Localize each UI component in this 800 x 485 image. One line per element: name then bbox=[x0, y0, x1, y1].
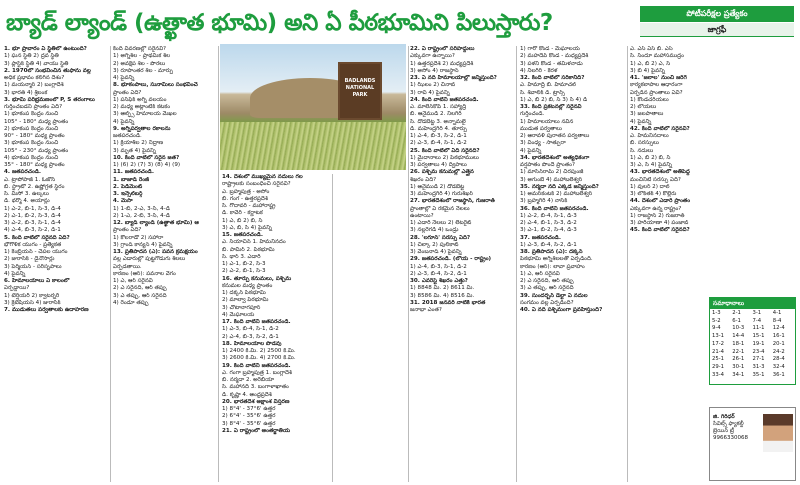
text-line: 2. పెడిమెంట్ bbox=[113, 183, 143, 190]
text-line: సి. మీసో 3. ఉల్కలు bbox=[4, 191, 49, 197]
text-line: 4) పైవన్నీ bbox=[113, 75, 135, 81]
text-line: ఉంటాయి? bbox=[410, 212, 434, 219]
text-line: పీఠభూమి అగ్నిశిలలతో ఏర్పడింది. bbox=[520, 256, 593, 263]
text-line: 1) ఎ-4, బి-3, సి-1, డి-2 bbox=[410, 263, 467, 270]
answer-cell: 36-1 bbox=[772, 371, 785, 378]
text-line: 38. ప్రతిపాదన (ఎ): దక్కన్ bbox=[520, 249, 583, 255]
answer-cell: 31-3 bbox=[752, 363, 765, 370]
text-line: 1) ఆనైముడి 2) దొడబెట్ట bbox=[410, 183, 465, 190]
answer-cell: 6-1 bbox=[732, 317, 741, 324]
text-line: 2) ఎ సరైనది, ఆర్ తప్పు bbox=[113, 285, 167, 292]
answer-cell: 19-1 bbox=[752, 340, 765, 347]
text-line: 3) పళని కొండ - తమిళనాడు bbox=[520, 60, 583, 67]
text-line: ఎ. సియాచిన్ 1. హిమనీనదం bbox=[222, 239, 286, 246]
text-line: అధిక ప్రభావం కలిగిన దేశం? bbox=[4, 75, 65, 81]
text-line: 29. జతపరచండి. (లోయ - రాష్ట్రం) bbox=[410, 256, 492, 263]
text-line: 3) రూపాంతర శిల - మార్పు bbox=[113, 67, 173, 74]
answer-cell: 5-2 bbox=[712, 317, 721, 324]
author-org: బ్రెయిన్ ట్రీ bbox=[713, 428, 735, 434]
text-line: 2) ఎ-3, బి-4, సి-2, డి-1 bbox=[410, 270, 467, 277]
author-info bbox=[713, 414, 761, 442]
text-line: 41. 'జలాల' నుంచి జరిగే bbox=[630, 75, 687, 81]
text-line: 3) క్రెటేషియస్ 4) జురాసిక్ bbox=[4, 299, 61, 306]
text-line: ప్రాంతాల్లో ఏ రకమైన నేలలు bbox=[410, 205, 470, 212]
text-line: కనుమల మధ్య ప్రాంతం bbox=[222, 282, 273, 289]
column-divider bbox=[408, 46, 409, 482]
text-line: 2) ఆరావళి పురాతన పర్వతాలు bbox=[520, 133, 590, 139]
text-line: 3) పర్వతాలు 4) ద్వీపాలు bbox=[410, 162, 467, 168]
column-6 bbox=[630, 46, 798, 294]
text-line: 4) నీలగిరి - కేరళ bbox=[520, 67, 558, 74]
text-line: 3) పెర్మియన్ - సరీసృపాలు bbox=[4, 263, 62, 270]
column-4 bbox=[410, 46, 514, 482]
text-line: 43. భారతదేశంలో అతిపెద్ద bbox=[630, 169, 690, 176]
answer-cell: 17-2 bbox=[712, 340, 725, 347]
text-line: 1) ఉత్తరప్రదేశ్ 2) మధ్యప్రదేశ్ bbox=[410, 60, 474, 67]
text-line: 3) బ్రహ్మగిరి 4) నాసిక్ bbox=[520, 198, 568, 205]
text-line: 1) ఎ-4, బి-3, సి-2, డి-1 bbox=[410, 133, 467, 139]
text-line: 3) మృత 4) పైవన్నీ bbox=[113, 147, 156, 154]
headline: బ్యాడ్ ల్యాండ్ (ఉత్ఖాత భూమి) అని ఏ పీఠభూమిని పిలుస్తారు? bbox=[6, 10, 553, 36]
text-line: 18. హిమాలయాల పొడవు bbox=[222, 340, 282, 347]
text-line: జనాభా ఎంత? bbox=[410, 307, 442, 313]
text-line: సి. గోదావరి - మహారాష్ట్ర bbox=[222, 203, 276, 209]
text-line: మంచినీటి సరస్సు ఏది? bbox=[630, 176, 681, 183]
text-line: 42. కింది వాటిలో సరైనవి? bbox=[630, 125, 690, 132]
text-line: 25. కింది వాటిలో ఏది సరైనది? bbox=[410, 147, 480, 154]
text-line: 3) ఆల్ఫ్స్ హిమాలయ మేఖల bbox=[113, 111, 177, 118]
text-line: 3) ఎ తప్పు, ఆర్ సరైనది bbox=[113, 292, 167, 299]
text-line: 1) (6) 2) (7) 3) (8) 4) (9) bbox=[113, 162, 181, 168]
answer-cell: 3-1 bbox=[752, 310, 762, 316]
text-line: 15. జతపరచండి. bbox=[222, 232, 263, 238]
text-line: 1) ఎ, బి 2) ఎ, సి bbox=[630, 60, 671, 67]
answer-cell: 4-1 bbox=[772, 310, 782, 316]
text-line: 21. ఏ రాష్ట్రంలో అంతర్జాతీయ bbox=[222, 427, 291, 434]
text-line: 1) 8°4' - 37°6' ఉత్తర bbox=[222, 406, 276, 412]
text-line: 90° - 180° మధ్య ప్రాంతం bbox=[4, 133, 65, 139]
text-line: 3) నల్లరేగడి 4) ఒండ్రు bbox=[410, 227, 459, 234]
text-line: 1) ఎ, బి 2) బి, సి 3) సి 4) డి bbox=[520, 96, 588, 103]
subject-badge: జాగ్రఫీ bbox=[640, 23, 794, 37]
text-line: సి. శివాలిక్ డి. ట్రాన్స్ bbox=[520, 89, 565, 96]
text-line: ఏర్పడతాయి. bbox=[113, 263, 142, 270]
text-line: 2) మాల్వా పీఠభూమి bbox=[222, 297, 269, 304]
text-line: శిఖరం ఏది? bbox=[410, 176, 437, 183]
author-role: సివిల్స్ ఫ్యాకల్టీ bbox=[713, 421, 744, 427]
text-line: 3) 8586 మీ. 4) 8516 మీ. bbox=[410, 292, 475, 299]
text-line: 1) క్రియాశీల 2) నిద్రాణ bbox=[113, 140, 164, 147]
text-line: 3) జలపాతాలు bbox=[630, 111, 664, 118]
text-line: 1) అగ్నిశిల - ప్రాథమిక శిల bbox=[113, 53, 171, 60]
text-line: 36. కింది వాటిని జతపరచండి. bbox=[520, 205, 589, 212]
text-line: 4) భూకంప కేంద్రం నుంచి bbox=[4, 154, 59, 161]
answer-cell: 33-4 bbox=[712, 371, 725, 378]
text-line: 35. నర్మదా నది ఎక్కడ జన్మిస్తుంది? bbox=[520, 183, 599, 190]
text-line: డి. మహేంద్రగిరి 4. తూర్పు bbox=[410, 125, 467, 132]
text-line: 3) ఎ-2, బి-3, సి-1, డి-4 bbox=[4, 220, 61, 226]
text-line: 1) ఎ-2, బి-1, సి-3, డి-4 bbox=[4, 205, 61, 212]
answer-cell: 34-1 bbox=[732, 371, 745, 378]
text-line: 1. బాజాడ్ రేంజ్ bbox=[113, 176, 150, 183]
text-line: 26. పశ్చిమ కనుమల్లో ఎత్తైన bbox=[410, 169, 474, 176]
text-line: 105° - 180° మధ్య ప్రాంతం bbox=[4, 118, 69, 125]
text-line: కార్యకలాపాల ఆధారంగా bbox=[630, 82, 683, 89]
text-line: ప్రాంతం ఏది? bbox=[113, 227, 142, 234]
answer-cell: 25-1 bbox=[712, 356, 725, 363]
text-line: ఏర్పడ్డాయి? bbox=[4, 285, 30, 292]
text-line: ఎక్కువగా ఉన్న రాష్ట్రం? bbox=[630, 205, 682, 212]
text-line: 3) వేంబనాడ్ 4) పైవన్నీ bbox=[410, 249, 462, 255]
text-line: 30. ఎవరెస్ట్ శిఖరం ఎత్తు? bbox=[410, 278, 468, 284]
text-line: 1) హిమాలయాలు నవీన bbox=[520, 118, 574, 125]
section-badge: పోటీపరీక్షల ప్రత్యేకం bbox=[640, 6, 794, 22]
text-line: బి. సరస్సులు bbox=[630, 140, 659, 147]
text-line: 3) చోటానాగపూర్ bbox=[222, 304, 261, 311]
answer-cell: 1-3 bbox=[712, 310, 721, 316]
text-line: 2) మహదేవ్ కొండ - మధ్యప్రదేశ్ bbox=[520, 53, 589, 60]
text-line: 22. ఏ రాష్ట్రంలో సరిహద్దులు bbox=[410, 46, 475, 52]
text-line: 2) ఎ-3, బి-4, సి-1, డి-2 bbox=[410, 140, 467, 147]
text-line: 1) వులర్ 2) దాల్ bbox=[630, 183, 670, 190]
text-line: 1) అమర్‌కంటక్ 2) మహాబలేశ్వర్ bbox=[520, 191, 593, 197]
text-line: 1) ఎ-3, బి-4, సి-2, డి-1 bbox=[520, 241, 577, 248]
answer-cell: 22-1 bbox=[732, 348, 745, 355]
text-line: 9. అగ్నిపర్వతాల రకాలను bbox=[113, 125, 171, 132]
answers-grid bbox=[710, 309, 795, 380]
sign-line: NATIONAL PARK bbox=[345, 85, 375, 98]
text-line: బి. ఆనైముడి 2. నీలగిరి bbox=[410, 111, 462, 118]
text-line: సి. దొడబెట్ట 3. అన్నామలై bbox=[410, 118, 466, 125]
column-divider bbox=[516, 46, 517, 482]
text-line: 2) ఎ-2, బి-1, సి-3 bbox=[222, 268, 266, 275]
text-line: 19. కింది వాటిని జతపరచండి. bbox=[222, 362, 291, 369]
text-line: 35° - 180° మధ్య ప్రాంతం bbox=[4, 162, 65, 168]
text-line: 11. జతపరచండి. bbox=[113, 169, 154, 176]
answer-cell: 27-1 bbox=[752, 356, 765, 363]
answer-cell: 9-4 bbox=[712, 325, 721, 332]
text-line: వర్షపాతం పొందే ప్రాంతం? bbox=[520, 162, 575, 168]
text-line: కారణం (ఆర్): లావా ప్రవాహం bbox=[520, 263, 585, 270]
text-line: 2) ఎ-4, బి-3, సి-2, డి-1 bbox=[222, 333, 279, 340]
text-line: బి. నర్మదా 2. అరేబియా bbox=[222, 377, 275, 383]
text-line: 3) భూకంప కేంద్రం నుంచి bbox=[4, 140, 59, 147]
text-line: 2. 1970లో సంభవించిన తుఫాను వల్ల bbox=[4, 67, 91, 74]
text-line: 3) అగుంబే 4) మహాబలేశ్వర్ bbox=[520, 176, 583, 183]
text-line: 1) 8848 మీ. 2) 8611 మీ. bbox=[410, 285, 475, 292]
text-line: సి. థార్ 3. ఎడారి bbox=[222, 253, 261, 260]
text-line: 14. దేశంలో ముఖ్యమైన నదులు గల bbox=[222, 174, 303, 180]
text-line: 1) ఎ, ఆర్ సరైనవి bbox=[113, 278, 153, 284]
answer-cell: 10-3 bbox=[732, 325, 745, 332]
text-line: ఏర్పడిన ప్రాంతాలు ఏవి? bbox=[630, 89, 683, 96]
text-line: 1) దక్కన్ పీఠభూమి bbox=[222, 290, 266, 296]
text-line: ఎ. ట్రాపోపాజ్ 1. ఓజోన్ bbox=[4, 176, 56, 183]
text-line: 1) టెర్షియరీ 2) క్వాటర్నరీ bbox=[4, 292, 60, 299]
text-line: బి. పామీర్ 2. పీఠభూమి bbox=[222, 246, 275, 253]
text-line: 28. 'లగూన్' సరస్సు ఏది? bbox=[410, 234, 471, 241]
text-line: డి. కృష్ణా 4. ఆంధ్రప్రదేశ్ bbox=[222, 391, 272, 398]
text-line: ఎ. ఎస్ ఏస్ బి. ఎస్ bbox=[630, 46, 673, 52]
text-line: 1) ఎడారి నేలలు 2) లేటరైట్ bbox=[410, 220, 472, 226]
column-divider bbox=[218, 46, 219, 482]
answer-cell: 14-4 bbox=[732, 333, 745, 340]
text-line: 23. ఏ నది హిమాలయాల్లో జన్మిస్తుంది? bbox=[410, 75, 497, 81]
text-line: 3) ఎ, బి, సి 4) పైవన్నీ bbox=[222, 224, 272, 231]
text-line: 1) పసిఫిక్ అగ్ని వలయం bbox=[113, 96, 167, 103]
text-line: 1) ఎ, బి 2) బి, సి bbox=[630, 154, 671, 161]
author-name: జి. గిరిధర్ bbox=[713, 414, 735, 420]
text-line: 1) మైదానాలు 2) పీఠభూములు bbox=[410, 154, 479, 161]
text-line: 3) భారత్ 4) శ్రీలంక bbox=[4, 89, 48, 96]
text-line: రాష్ట్రాలకు సంబంధించి సరైనవి? bbox=[222, 181, 291, 188]
text-line: 3) ఎ-1, బి-2, సి-4, డి-3 bbox=[520, 227, 577, 234]
text-line: 105° - 230° మధ్య ప్రాంతం bbox=[4, 147, 69, 154]
text-line: సంగమం వల్ల ఏర్పడింది? bbox=[520, 299, 574, 306]
text-line: 12. బ్యాడ్ ల్యాండ్ (ఉత్ఖాత భూమి) ఆ bbox=[113, 220, 199, 226]
text-line: కింది వివరణల్లో సరైనవి? bbox=[113, 46, 167, 52]
text-line: డి. థర్మో 4. అయాన్లు bbox=[4, 198, 50, 205]
text-line: ఎ. గంగా బ్రహ్మపుత్ర 1. బంగ్లాదేశ్ bbox=[222, 369, 292, 376]
answer-cell: 21-4 bbox=[712, 348, 725, 355]
text-line: ప్రాంతం ఏది? bbox=[113, 89, 142, 96]
park-sign bbox=[338, 62, 382, 120]
answer-cell: 28-4 bbox=[772, 356, 785, 363]
text-line: 3) రావి 4) పైవన్నీ bbox=[410, 89, 450, 96]
text-line: 1) రాజస్థాన్ 2) గుజరాత్ bbox=[630, 212, 685, 219]
answer-cell: 13-1 bbox=[712, 333, 725, 340]
text-line: 1) మయన్మార్ 2) బంగ్లాదేశ్ bbox=[4, 82, 64, 89]
author-phone: 9966330068 bbox=[713, 435, 748, 441]
column-divider bbox=[627, 46, 628, 482]
text-line: ఎ. హిమాద్రి బి. హిమాచల్ bbox=[520, 82, 576, 89]
text-line: 3) 2600 కి.మీ. 4) 2700 కి.మీ. bbox=[222, 355, 296, 362]
answer-cell: 26-1 bbox=[732, 356, 745, 363]
column-3 bbox=[222, 174, 330, 482]
text-line: 1) ఎ, బి 2) బి, సి bbox=[222, 217, 263, 224]
answer-cell: 15-1 bbox=[752, 333, 765, 340]
text-line: 4) మేఘాలయ bbox=[222, 311, 255, 318]
text-line: సి. మహానది 3. బంగాళాఖాతం bbox=[222, 384, 289, 391]
text-line: 24. కింది వాటిని జతపరచండి. bbox=[410, 96, 479, 103]
text-line: 1) ఎ-2, బి-4, సి-1, డి-3 bbox=[520, 212, 577, 219]
answer-cell: 30-1 bbox=[732, 363, 745, 370]
text-line: 33. కింది ప్రకటనల్లో సరైనవి bbox=[520, 104, 582, 110]
text-line: ఎక్కువగా ఉన్నాయి? bbox=[410, 53, 455, 60]
text-line: 1) ఝీలం 2) చీనాబ్ bbox=[410, 82, 456, 89]
text-line: 1) కోలరాడో 2) సహారా bbox=[113, 234, 164, 241]
text-line: 3) వింధ్య - సాత్పురా bbox=[520, 140, 566, 147]
text-line: 3) గ్రాండ్ కాన్యన్ 4) పైవన్నీ bbox=[113, 241, 173, 248]
text-line: 4) పైవన్నీ bbox=[520, 147, 542, 154]
text-line: 4. మెసా bbox=[113, 198, 133, 205]
text-line: 39. సుందర్బన్ డెల్టా ఏ నదుల bbox=[520, 292, 588, 299]
text-line: 3) ఎ తప్పు, ఆర్ సరైనది bbox=[520, 285, 574, 292]
text-line: 2) మధ్య అట్లాంటిక్ కటకం bbox=[113, 104, 171, 110]
text-line: 8. భూకంపాలు, సునామీలు సంభవించే bbox=[113, 82, 198, 89]
answer-cell: 8-4 bbox=[772, 317, 782, 324]
answer-cell: 12-4 bbox=[772, 325, 785, 332]
text-line: 1) భూకంప కేంద్రం నుంచి bbox=[4, 111, 59, 118]
text-line: 1. భూ ప్రావారం ఏ స్థితిలో ఉంటుంది? bbox=[4, 46, 87, 52]
text-line: బి. గంగ - ఉత్తరప్రదేశ్ bbox=[222, 195, 268, 202]
text-line: 37. జతపరచండి. bbox=[520, 234, 561, 241]
author-avatar bbox=[763, 414, 793, 452]
text-line: సి. సిందూ మహాసముద్రం bbox=[630, 53, 684, 60]
text-line: 2) 6°4' - 35°6' ఉత్తర bbox=[222, 413, 276, 420]
answer-cell: 11-1 bbox=[752, 325, 765, 332]
answer-cell: 29-1 bbox=[712, 363, 725, 370]
text-line: సి. నదులు bbox=[630, 147, 654, 154]
answers-title: సమాధానాలు bbox=[710, 298, 795, 309]
answer-cell: 16-1 bbox=[772, 333, 785, 340]
text-line: 13. ప్రతిపాదన (ఎ): పవన క్రమక్షయం bbox=[113, 249, 198, 255]
answers-box bbox=[709, 297, 796, 385]
text-line: 6. హిమాలయాలు ఏ కాలంలో bbox=[4, 278, 70, 284]
text-line: 4) పైవన్నీ bbox=[113, 118, 135, 125]
text-line: ముడుత పర్వతాలు bbox=[520, 125, 562, 132]
text-line: 4) రెండూ తప్పు bbox=[113, 299, 149, 306]
text-line: 31. 2018 జనవరి నాటికి భారత bbox=[410, 299, 486, 306]
text-line: 1) ఎ, ఆర్ సరైనవి bbox=[520, 270, 560, 277]
text-line: 1) మాసిన్‌రామ్ 2) చిరపుంజీ bbox=[520, 169, 584, 176]
text-line: 3. భూమి పరిభ్రమణంలో P, S తరంగాలు bbox=[4, 96, 95, 103]
text-line: 1) చిల్కా 2) పులికాట్ bbox=[410, 241, 459, 248]
text-line: 3) మహేంద్రగిరి 4) గురుశిఖర్ bbox=[410, 191, 473, 197]
column-3b bbox=[335, 174, 407, 482]
text-line: 1) ఎ-3, బి-4, సి-1, డి-2 bbox=[222, 326, 279, 333]
text-line: గుర్తించబడని ప్రాంతం ఏది? bbox=[4, 104, 63, 110]
text-line: 3) హరియాణా 4) పంజాబ్ bbox=[630, 220, 689, 226]
text-line: 3. ఇన్సెల్‌బర్గ్ bbox=[113, 191, 143, 197]
answer-cell: 24-2 bbox=[772, 348, 785, 355]
text-line: 27. భారతదేశంలో రాజస్థాన్, గుజరాత్ bbox=[410, 198, 495, 205]
answer-cell: 35-1 bbox=[752, 371, 765, 378]
author-box bbox=[709, 407, 796, 481]
text-line: గుర్తించండి. bbox=[520, 111, 545, 118]
text-line: 3) అసోం 4) రాజస్థాన్ bbox=[410, 67, 459, 74]
text-line: ఎ. మాలెన్‌కోవ్ 1. సహ్యాద్రి bbox=[410, 104, 467, 110]
text-line: 34. భారతదేశంలో అత్యధికంగా bbox=[520, 154, 590, 161]
text-line: 10. కింది వాటిలో సరైన జత? bbox=[113, 154, 180, 161]
text-line: వల్ల ఎడారుల్లో పుట్టగొడుగు శిలలు bbox=[113, 256, 186, 263]
grass-field bbox=[220, 122, 406, 170]
text-line: 2) లోయలు bbox=[630, 104, 657, 110]
text-line: 3) ఎ, సి 4) పైవన్నీ bbox=[630, 162, 673, 168]
text-line: 2) ఎ సరైనది, ఆర్ తప్పు bbox=[520, 278, 574, 284]
text-line: 2) భూకంప కేంద్రం నుంచి bbox=[4, 125, 59, 132]
answer-cell: 2-1 bbox=[732, 310, 741, 316]
text-line: 2) 1-ఎ, 2-బి, 3-సి, 4-డి bbox=[113, 212, 170, 219]
answer-cell: 32-4 bbox=[772, 363, 785, 370]
text-line: 3) ప్లాస్టిక్ స్థితి 4) వాయు స్థితి bbox=[4, 60, 69, 67]
sign-line: BADLANDS bbox=[344, 78, 376, 84]
text-line: 32. కింది వాటిలో సరికానిది? bbox=[520, 75, 585, 81]
text-line: 3) 8°4' - 35°6' ఉత్తర bbox=[222, 420, 276, 427]
answer-cell: 7-4 bbox=[752, 317, 762, 324]
answer-cell: 20-1 bbox=[772, 340, 785, 347]
text-line: 4) ఎ-4, బి-3, సి-2, డి-1 bbox=[4, 227, 61, 234]
text-line: 3) బి 4) పైవన్నీ bbox=[630, 67, 665, 74]
text-line: 2) ఎ-1, బి-2, సి-3, డి-4 bbox=[4, 212, 61, 219]
column-divider bbox=[110, 46, 111, 482]
text-line: 20. భారతదేశ అక్షాంశ విస్తరణ bbox=[222, 398, 290, 405]
text-line: 1) కొండచరియలు bbox=[630, 96, 669, 103]
text-line: 16. తూర్పు కనుమలు, పశ్చిమ bbox=[222, 275, 292, 282]
column-divider bbox=[332, 174, 333, 482]
text-line: 2) అవక్షేప శిల - పొరలు bbox=[113, 60, 166, 67]
text-line: 7. ముడుతలు పర్వతాలకు ఉదాహరణ bbox=[4, 307, 89, 313]
text-line: 5. కింది వాటిలో సరైనది ఏది? bbox=[4, 234, 70, 241]
text-line: 2) ఎ-4, బి-1, సి-3, డి-2 bbox=[520, 220, 577, 226]
text-line: కారణం (ఆర్): పవనాల వేగం bbox=[113, 270, 176, 277]
text-line: 1) గారో కొండ - మేఘాలయ bbox=[520, 46, 580, 52]
badlands-photo bbox=[220, 44, 406, 170]
text-line: డి. కావేరి - కర్ణాటక bbox=[222, 210, 263, 217]
answer-cell: 18-1 bbox=[732, 340, 745, 347]
column-1 bbox=[4, 46, 108, 482]
text-line: 1) 1-బి, 2-ఎ, 3-సి, 4-డి bbox=[113, 205, 170, 212]
column-5 bbox=[520, 46, 624, 482]
text-line: 3) లోక్‌తక్ 4) కొల్లేరు bbox=[630, 191, 677, 197]
text-line: ఎ. బ్రహ్మపుత్ర - అసోం bbox=[222, 188, 270, 195]
text-line: 1) ఘన స్థితి 2) ద్రవ స్థితి bbox=[4, 53, 59, 60]
text-line: 4) పైవన్నీ bbox=[630, 118, 652, 125]
text-line: 45. కింది వాటిలో సరైనది? bbox=[630, 227, 690, 234]
text-line: 40. ఏ నది పశ్చిమంగా ప్రవహిస్తుంది? bbox=[520, 307, 603, 313]
text-line: 1) ఎ-1, బి-2, సి-3 bbox=[222, 261, 266, 267]
text-line: ఎ. హిమనీనదాలు bbox=[630, 133, 669, 139]
text-line: 4. జతపరచండి. bbox=[4, 169, 42, 176]
text-line: 17. కింది వాటిని జతపరచండి. bbox=[222, 319, 291, 325]
text-line: 44. దేశంలో ఎడారి ప్రాంతం bbox=[630, 198, 691, 205]
text-line: 1) 2400 కి.మీ. 2) 2500 కి.మీ. bbox=[222, 348, 296, 354]
column-2 bbox=[113, 46, 217, 482]
text-line: భౌగోళిక యుగం - ప్రత్యేకత bbox=[4, 241, 62, 248]
text-line: 4) పైవన్నీ bbox=[4, 270, 26, 277]
answer-cell: 23-4 bbox=[752, 348, 765, 355]
text-line: 2) జురాసిక్ - డైనోసార్లు bbox=[4, 256, 55, 263]
text-line: జతపరచండి. bbox=[113, 133, 142, 139]
text-line: 1) కేంబ్రియన్ - చేపల యుగం bbox=[4, 249, 68, 255]
text-line: బి. స్ట్రాటో 2. ఉష్ణోగ్రత స్థిరం bbox=[4, 183, 65, 190]
